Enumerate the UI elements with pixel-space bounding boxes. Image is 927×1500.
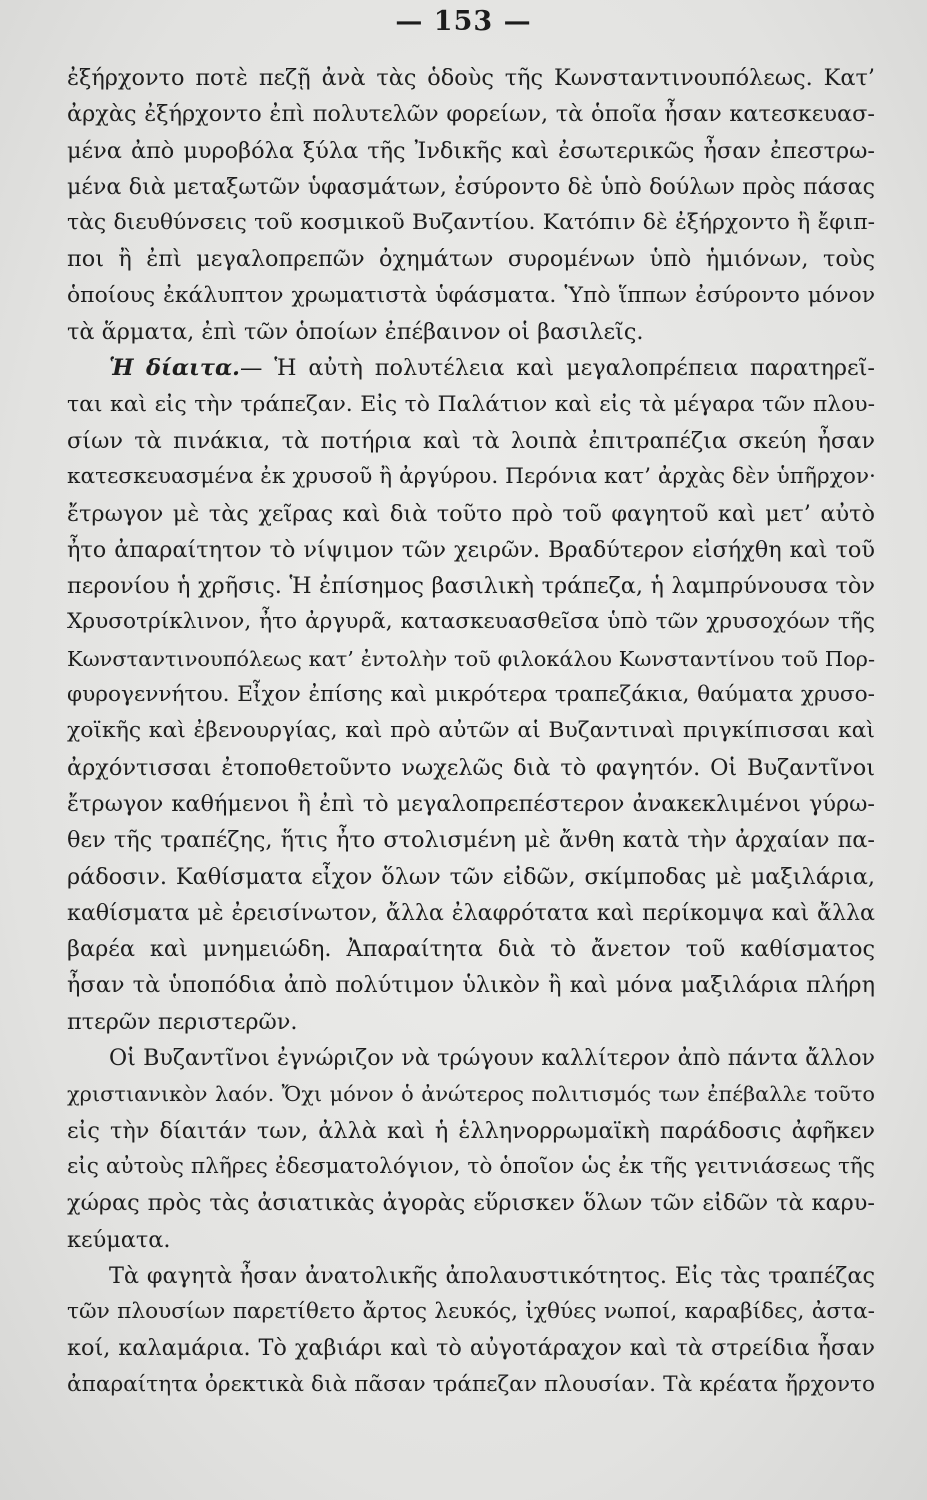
text-line: περονίου ἡ χρῆσις. Ἡ ἐπίσημος βασιλικὴ τράπεζα, ἡ λαμπρύνουσα τὸν [67, 573, 875, 600]
section-heading: Ἡ δίαιτα. [109, 355, 240, 382]
paragraph-4 [67, 1258, 875, 1403]
text-line: σίων τὰ πινάκια, τὰ ποτήρια καὶ τὰ λοιπὰ ἐπιτραπέζια σκεύη ἦσαν [67, 427, 875, 454]
text-line: ἦσαν τὰ ὑποπόδια ἀπὸ πολύτιμον ὑλικὸν ἢ καὶ μόνα μαξιλάρια πλήρη [67, 972, 875, 999]
text-line: Οἱ Βυζαντῖνοι ἐγνώριζον νὰ τρώγουν καλλίτερον ἀπὸ πάντα ἄλλον [109, 1045, 875, 1072]
paragraph-1 [67, 60, 875, 350]
text-line: χοϊκῆς καὶ ἐβενουργίας, καὶ πρὸ αὐτῶν αἱ Βυζαντιναὶ πριγκίπισσαι καὶ [67, 718, 875, 744]
section-head-line [67, 350, 875, 386]
text-line: τῶν πλουσίων παρετίθετο ἄρτος λευκός, ἰχθύες νωποί, καραβίδες, ἀστα- [67, 1299, 875, 1325]
text-line: χριστιανικὸν λαόν. Ὄχι μόνον ὁ ἀνώτερος πολιτισμός των ἐπέβαλλε τοῦτο [67, 1082, 875, 1107]
text-line: βαρέα καὶ μνημειώδη. Ἀπαραίτητα διὰ τὸ ἄνετον τοῦ καθίσματος [67, 936, 875, 963]
text-line: χώρας πρὸς τὰς ἀσιατικὰς ἀγορὰς εὕρισκεν ὅλων τῶν εἰδῶν τὰ καρυ- [67, 1190, 875, 1217]
text-line: ἦτο ἀπαραίτητον τὸ νίψιμον τῶν χειρῶν. Βραδύτερον εἰσήχθη καὶ τοῦ [67, 536, 875, 563]
text-line: πτερῶν περιστερῶν. [67, 1008, 298, 1035]
text-run: — Ἡ αὐτὴ πολυτέλεια καὶ μεγαλοπρέπεια παρατηρεῖ- [239, 355, 875, 382]
text-line: ἐξήρχοντο ποτὲ πεζῇ ἀνὰ τὰς ὁδοὺς τῆς Κωνσταντινουπόλεως. Κατ’ [67, 65, 875, 91]
text-line: ται καὶ εἰς τὴν τράπεζαν. Εἰς τὸ Παλάτιον καὶ εἰς τὰ μέγαρα τῶν πλου- [67, 391, 875, 417]
text-line: ἀπαραίτητα ὀρεκτικὰ διὰ πᾶσαν τράπεζαν πλουσίαν. Τὰ κρέατα ἤρχοντο [67, 1371, 875, 1397]
text-line: κατεσκευασμένα ἐκ χρυσοῦ ἢ ἀργύρου. Περόνια κατ’ ἀρχὰς δὲν ὑπῆρχον· [67, 464, 876, 490]
paragraph-2 [67, 350, 875, 1040]
body-text [67, 60, 875, 1403]
text-line: Χρυσοτρίκλινον, ἦτο ἀργυρᾶ, κατασκευασθεῖσα ὑπὸ τῶν χρυσοχόων τῆς [67, 609, 875, 635]
text-line: ἀρχὰς ἐξήρχοντο ἐπὶ πολυτελῶν φορείων, τὰ ὁποῖα ἦσαν κατεσκευασ- [67, 101, 875, 128]
text-line: ράδοσιν. Καθίσματα εἶχον ὅλων τῶν εἰδῶν, σκίμποδας μὲ μαξιλάρια, [67, 863, 875, 890]
text-line: φυρογεννήτου. Εἶχον ἐπίσης καὶ μικρότερα τραπεζάκια, θαύματα χρυσο- [67, 682, 875, 708]
text-line: τὰς διευθύνσεις τοῦ κοσμικοῦ Βυζαντίου. Κατόπιν δὲ ἐξήρχοντο ἢ ἔφιπ- [67, 210, 875, 236]
text-line: μένα διὰ μεταξωτῶν ὑφασμάτων, ἐσύροντο δὲ ὑπὸ δούλων πρὸς πάσας [67, 173, 875, 200]
text-line: ἔτρωγον καθήμενοι ἢ ἐπὶ τὸ μεγαλοπρεπέστερον ἀνακεκλιμένοι γύρω- [67, 790, 875, 817]
text-line: ἔτρωγον μὲ τὰς χεῖρας καὶ διὰ τοῦτο πρὸ τοῦ φαγητοῦ καὶ μετ’ αὐτὸ [67, 500, 875, 527]
text-line: κεύματα. [67, 1226, 171, 1253]
text-line: εἰς τὴν δίαιτάν των, ἀλλὰ καὶ ἡ ἑλληνορρωμαϊκὴ παράδοσις ἀφῆκεν [67, 1117, 875, 1144]
text-line: τὰ ἅρματα, ἐπὶ τῶν ὁποίων ἐπέβαινον οἱ βασιλεῖς. [67, 319, 644, 346]
text-line: εἰς αὐτοὺς πλῆρες ἐδεσματολόγιον, τὸ ὁποῖον ὡς ἐκ τῆς γειτνιάσεως τῆς [67, 1153, 875, 1179]
text-line: Κωνσταντινουπόλεως κατ’ ἐντολὴν τοῦ φιλοκάλου Κωνσταντίνου τοῦ Πορ- [67, 646, 875, 671]
text-line: κοί, καλαμάρια. Τὸ χαβιάρι καὶ τὸ αὐγοτάραχον καὶ τὰ στρείδια ἦσαν [67, 1335, 875, 1362]
paragraph-3 [67, 1040, 875, 1258]
page-number: — 153 — [395, 6, 532, 37]
text-line: Τὰ φαγητὰ ἦσαν ἀνατολικῆς ἀπολαυστικότητος. Εἰς τὰς τραπέζας [109, 1262, 875, 1289]
text-line: ποι ἢ ἐπὶ μεγαλοπρεπῶν ὀχημάτων συρομένων ὑπὸ ἡμιόνων, τοὺς [67, 246, 875, 273]
text-line: μένα ἀπὸ μυροβόλα ξύλα τῆς Ἰνδικῆς καὶ ἐσωτερικῶς ἦσαν ἐπεστρω- [67, 137, 875, 164]
text-line: θεν τῆς τραπέζης, ἥτις ἦτο στολισμένη μὲ ἄνθη κατὰ τὴν ἀρχαίαν πα- [67, 827, 875, 854]
text-line: καθίσματα μὲ ἐρεισίνωτον, ἄλλα ἐλαφρότατα καὶ περίκομψα καὶ ἄλλα [67, 899, 875, 926]
text-line: ἀρχόντισσαι ἐτοποθετοῦντο νωχελῶς διὰ τὸ φαγητόν. Οἱ Βυζαντῖνοι [67, 754, 875, 781]
text-line: ὁποίους ἐκάλυπτον χρωματιστὰ ὑφάσματα. Ὑπὸ ἵππων ἐσύροντο μόνον [67, 282, 875, 308]
